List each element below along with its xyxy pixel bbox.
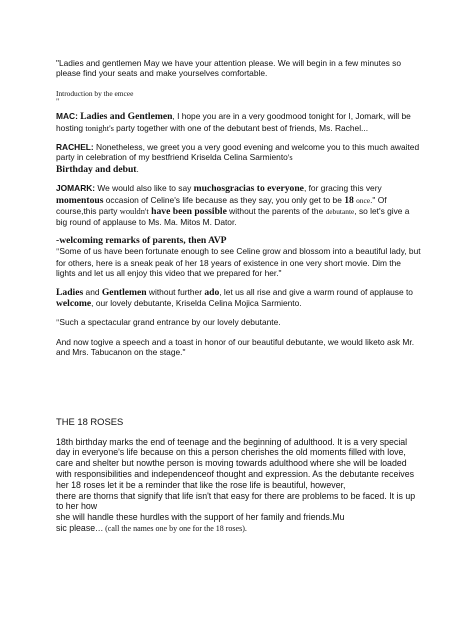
music-note: … (call the names one by one for the 18 roses). — [95, 523, 247, 533]
jomark-momentous: momentous — [56, 194, 104, 206]
jomark-text-f: , so let's give a big round of applause to Ms. Ma. Mitos M. Dator. — [56, 206, 410, 228]
rachel-apostrophe: 's — [287, 153, 293, 163]
mac-paragraph — [56, 111, 422, 134]
avp-open-quote: " — [56, 247, 60, 257]
rachel-paragraph — [56, 142, 422, 175]
mac-speaker: MAC: — [56, 111, 78, 122]
ladies-paragraph — [56, 287, 422, 310]
jomark-possible: have been possible — [148, 206, 227, 218]
thorns-line: there are thorns that signify that life isn't that easy for there are problems to be faced. It is up to her how — [56, 490, 416, 512]
avp-text: Some of us have been fortunate enough to see Celine grow and blossom into a beautiful lady, but for others, here is a sneak peak of her 18 years of existence in one very short movie. Dim the lights and let us all enjoy this video that we prepared for her." — [56, 246, 421, 279]
mac-text-a: , I hope you are in a very goodmood tonight for I, Jomark, will be hosting — [56, 111, 411, 133]
roses-heading: THE 18 ROSES — [56, 415, 124, 427]
jomark-text-c: occasion of Celine's life because as they say, you only get to be — [103, 194, 345, 205]
music-line — [56, 523, 422, 535]
jomark-gracias: muchosgracias to everyone — [193, 183, 304, 195]
and-word: and — [83, 286, 102, 297]
jomark-text-a: We would also like to say — [95, 183, 194, 194]
music-sic: sic please — [56, 522, 96, 533]
rachel-birthday: Birthday and debut — [56, 163, 137, 175]
intro-label: Introduction by the emcee — [56, 88, 134, 98]
opening-announcement: "Ladies and gentlemen May we have your attention please. We will begin in a few minutes so please find your seats and make yourselves comfortable. — [56, 58, 401, 79]
ladies-word: Ladies — [56, 286, 84, 298]
jomark-paragraph — [56, 183, 422, 228]
intro-quote-mark: " — [56, 97, 60, 107]
ado-word: ado — [204, 286, 220, 298]
rachel-period: . — [136, 163, 139, 174]
jomark-speaker: JOMARK: — [56, 183, 96, 194]
jomark-text-d: ." Of course,this party — [56, 194, 387, 217]
jomark-once: once — [356, 195, 371, 205]
grand-open-quote: " — [56, 318, 60, 328]
jomark-debutante: debutante — [325, 207, 355, 217]
jomark-text-b: , for gracing this very — [303, 183, 382, 194]
roses-paragraph: 18th birthday marks the end of teenage and the beginning of adulthood. It is a very special day in everyone's life because on this a person cherishes the old moments filled with love, care and shelter but nowthe person is moving towards adulthood where she will be loaded with responsibilities and independenceof thought and expression. As the debutante receives her 18 roses let it be a reminder that like the rose life is beautiful, however, — [56, 436, 414, 490]
welcome-remarks-label: -welcoming remarks of parents, then AVP — [56, 234, 227, 246]
ladies-text-c: , our lovely debutante, Kriselda Celina Mojica Sarmiento. — [91, 297, 302, 308]
jomark-18: 18 — [344, 194, 354, 206]
grand-text: Such a spectacular grand entrance by our lovely debutante. — [59, 317, 281, 328]
rachel-text-a: Nonetheless, we greet you a very good evening and welcome you to this much awaited party in celebration of my bestfriend Kriselda Celina Sarmiento — [56, 142, 420, 163]
gentlemen-word: Gentlemen — [101, 286, 147, 298]
ladies-text-a: without further — [146, 286, 205, 297]
jomark-wouldnt: wouldn't — [119, 207, 149, 217]
avp-paragraph — [56, 246, 422, 278]
welcome-word: welcome — [56, 297, 92, 309]
mac-greeting: Ladies and Gentlemen — [80, 111, 173, 123]
toast-paragraph: And now togive a speech and a toast in honor of our beautiful debutante, we would liketo ask Mr. and Mrs. Tabucanon on the stage." — [56, 336, 415, 358]
jomark-text-e: without the parents of the — [226, 206, 326, 217]
ladies-text-b: , let us all rise and give a warm round of applause to — [219, 286, 413, 297]
mac-tonights: tonight's — [85, 123, 114, 133]
hurdles-line: she will handle these hurdles with the support of her family and friends.Mu — [56, 512, 345, 523]
mac-text-b: party together with one of the debutant best of friends, Ms. Rachel... — [113, 122, 369, 133]
grand-entrance-line — [56, 317, 422, 328]
rachel-speaker: RACHEL: — [56, 142, 94, 153]
